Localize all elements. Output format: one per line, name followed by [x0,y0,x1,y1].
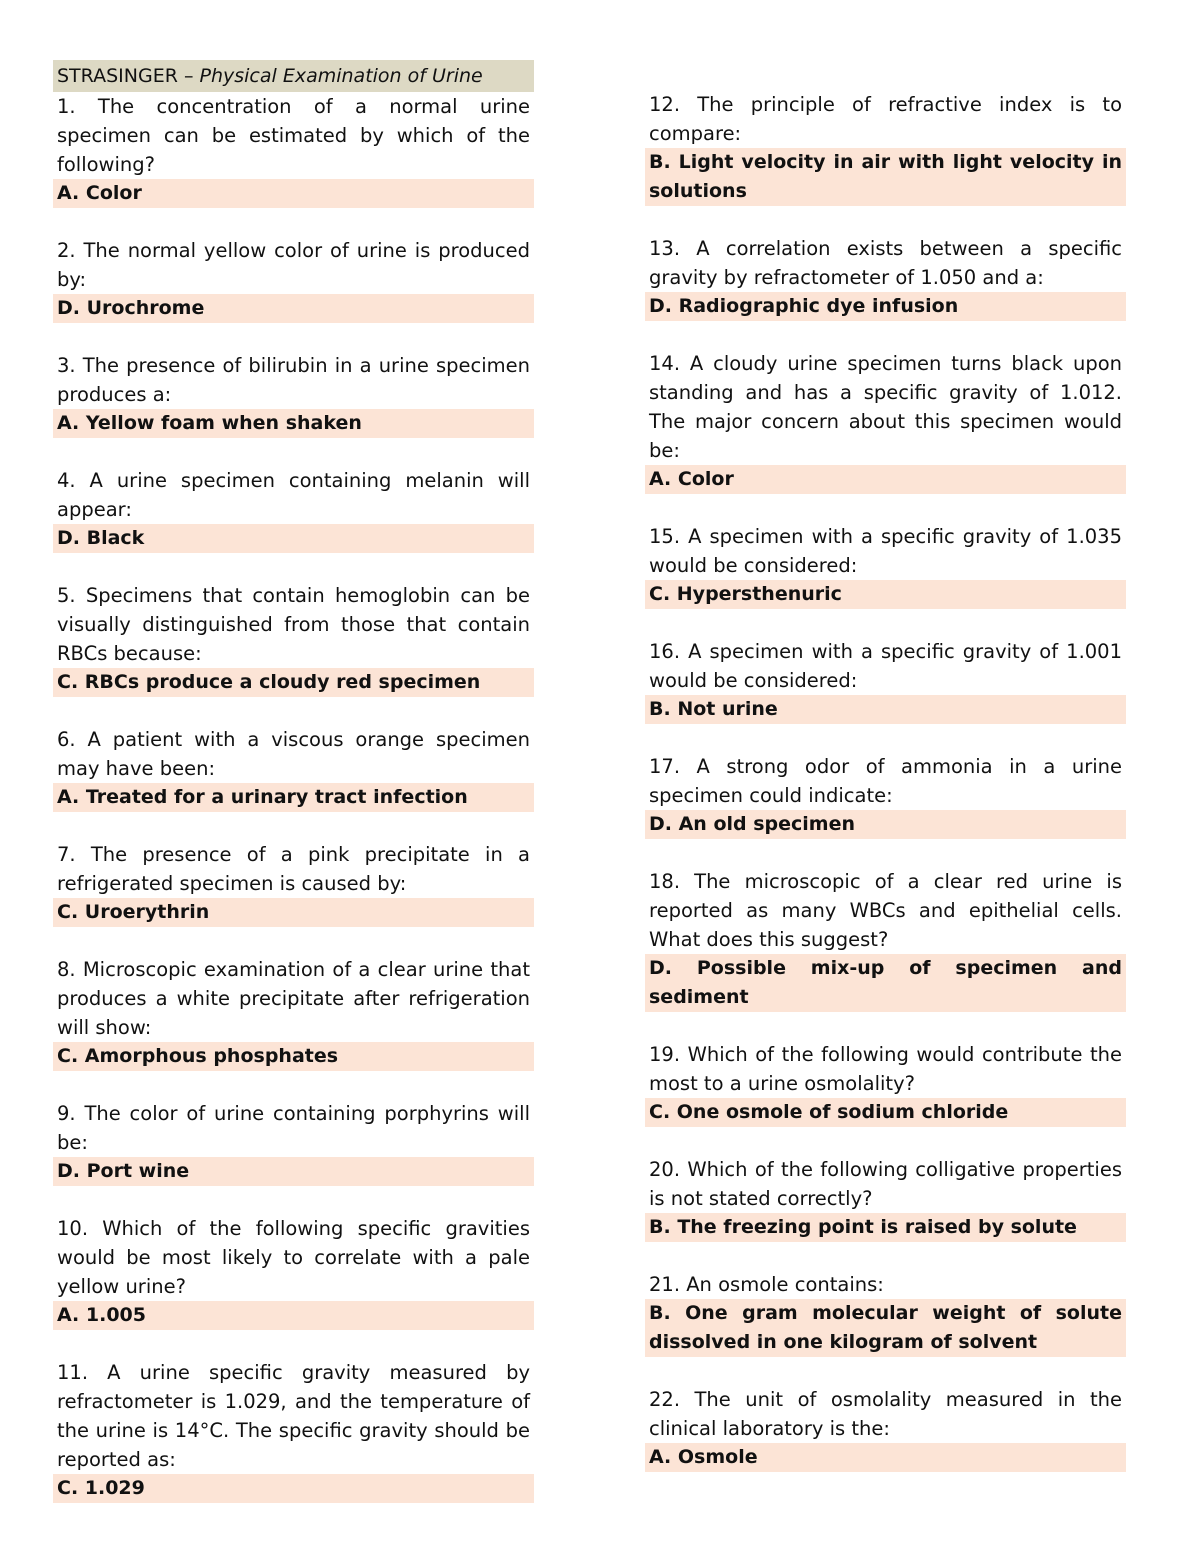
left-question-list [53,92,534,1503]
answer-text: A. Color [645,465,1126,494]
answer-text: D. Radiographic dye infusion [645,292,1126,321]
question-block [645,752,1126,839]
answer-text: D. Port wine [53,1157,534,1186]
question-text: 3. The presence of bilirubin in a urine specimen produces a: [57,354,530,406]
question-block [645,522,1126,609]
title-series: STRASINGER [57,65,178,87]
question-text: 1. The concentration of a normal urine specimen can be estimated by which of the following? [57,95,530,176]
question-text: 7. The presence of a pink precipitate in a refrigerated specimen is caused by: [57,843,530,895]
answer-text: C. Hypersthenuric [645,580,1126,609]
question-block [645,1155,1126,1242]
question-block [645,1270,1126,1357]
question-text: 5. Specimens that contain hemoglobin can be visually distinguished from those that contain RBCs because: [57,584,530,665]
answer-text: C. Uroerythrin [53,898,534,927]
right-column [645,60,1126,1500]
answer-text: D. Black [53,524,534,553]
answer-text: B. The freezing point is raised by solute [645,1213,1126,1242]
question-text: 16. A specimen with a specific gravity of 1.001 would be considered: [649,640,1122,692]
question-block [53,1358,534,1503]
question-block [53,581,534,697]
question-text: 9. The color of urine containing porphyrins will be: [57,1102,530,1154]
question-text: 13. A correlation exists between a specific gravity by refractometer of 1.050 and a: [649,237,1122,289]
question-block [645,1040,1126,1127]
question-block [645,637,1126,724]
title-topic: Physical Examination of Urine [199,65,483,87]
answer-text: A. Yellow foam when shaken [53,409,534,438]
question-text: 6. A patient with a viscous orange specimen may have been: [57,728,530,780]
question-text: 11. A urine specific gravity measured by refractometer is 1.029, and the temperature of the urine is 14°C. The specific gravity should be reported as: [57,1361,530,1471]
answer-text: A. Treated for a urinary tract infection [53,783,534,812]
question-block [53,92,534,208]
question-text: 14. A cloudy urine specimen turns black upon standing and has a specific gravity of 1.012. The major concern about this specimen would be: [649,352,1122,462]
answer-text: C. One osmole of sodium chloride [645,1098,1126,1127]
question-block [53,725,534,812]
question-block [53,1099,534,1186]
answer-text: D. Urochrome [53,294,534,323]
answer-text: C. 1.029 [53,1474,534,1503]
answer-text: C. Amorphous phosphates [53,1042,534,1071]
question-block [53,840,534,927]
question-text: 17. A strong odor of ammonia in a urine specimen could indicate: [649,755,1122,807]
answer-text: D. Possible mix-up of specimen and sediment [645,954,1126,1012]
title-dash: – [177,65,200,87]
question-block [53,236,534,323]
question-block [645,234,1126,321]
question-block [645,867,1126,1012]
answer-text: B. Not urine [645,695,1126,724]
answer-text: B. Light velocity in air with light velocity in solutions [645,148,1126,206]
question-block [53,466,534,553]
answer-text: C. RBCs produce a cloudy red specimen [53,668,534,697]
question-text: 2. The normal yellow color of urine is produced by: [57,239,530,291]
question-block [645,90,1126,206]
question-text: 18. The microscopic of a clear red urine is reported as many WBCs and epithelial cells. What does this suggest? [649,870,1122,951]
question-text: 10. Which of the following specific gravities would be most likely to correlate with a pale yellow urine? [57,1217,530,1298]
question-text: 20. Which of the following colligative properties is not stated correctly? [649,1158,1122,1210]
answer-text: A. 1.005 [53,1301,534,1330]
question-text: 8. Microscopic examination of a clear urine that produces a white precipitate after refrigeration will show: [57,958,530,1039]
right-question-list [645,90,1126,1472]
question-block [53,351,534,438]
question-text: 15. A specimen with a specific gravity of 1.035 would be considered: [649,525,1122,577]
answer-text: A. Color [53,179,534,208]
question-text: 22. The unit of osmolality measured in the clinical laboratory is the: [649,1388,1122,1440]
question-block [53,955,534,1071]
question-text: 21. An osmole contains: [649,1273,884,1296]
answer-text: D. An old specimen [645,810,1126,839]
question-text: 4. A urine specimen containing melanin will appear: [57,469,530,521]
answer-text: B. One gram molecular weight of solute dissolved in one kilogram of solvent [645,1299,1126,1357]
question-block [53,1214,534,1330]
question-block [645,349,1126,494]
question-block [645,1385,1126,1472]
answer-text: A. Osmole [645,1443,1126,1472]
question-text: 12. The principle of refractive index is to compare: [649,93,1122,145]
question-text: 19. Which of the following would contribute the most to a urine osmolality? [649,1043,1122,1095]
document-title [53,60,534,92]
left-column [53,60,534,1531]
